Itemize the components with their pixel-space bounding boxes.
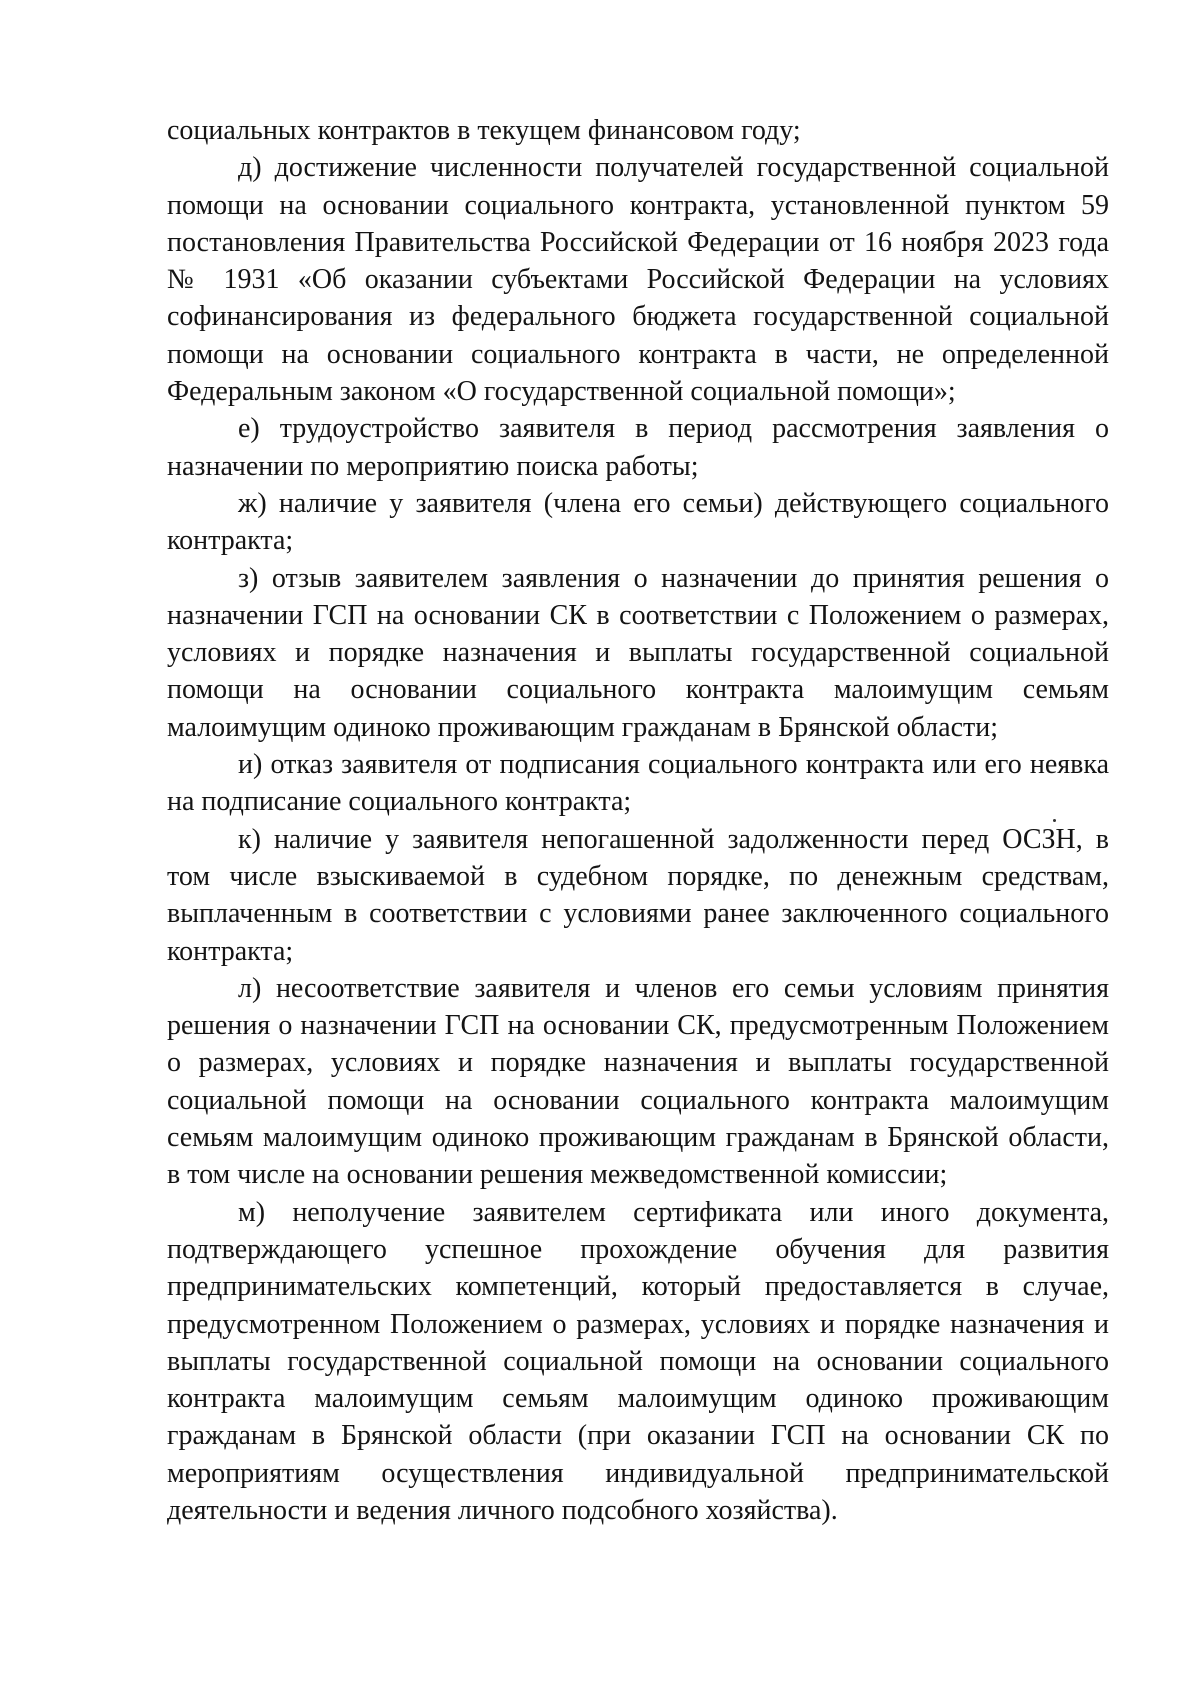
scan-speck (1053, 819, 1056, 822)
paragraph-item-e: е) трудоустройство заявителя в период рассмотрения заявления о назначении по мероприятию поиска работы; (167, 413, 1109, 482)
paragraph-item-m: м) неполучение заявителем сертификата или иного документа, подтверждающего успешное прохождение обучения для развития предпринимательских компетенций, который предоставляется в случае, предусмотренном Положением о размерах, условиях и порядке назначения и выплаты государственной социальной помощи на основании социального контракта малоимущим семьям малоимущим одиноко проживающим гражданам в Брянской области (при оказании ГСП на основании СК по мероприятиям осуществления индивидуальной предпринимательской деятельности и ведения личного подсобного хозяйства). (167, 1196, 1109, 1526)
paragraph-item-l: л) несоответствие заявителя и членов его семьи условиям принятия решения о назначении ГСП на основании СК, предусмотренным Положением о размерах, условиях и порядке назначения и выплаты государственной социальной помощи на основании социального контракта малоимущим семьям малоимущим одиноко проживающим гражданам в Брянской области, в том числе на основании решения межведомственной комиссии; (167, 972, 1109, 1191)
paragraph-item-z: з) отзыв заявителем заявления о назначении до принятия решения о назначении ГСП на основании СК в соответствии с Положением о размерах, условиях и порядке назначения и выплаты государственной социальной помощи на основании социального контракта малоимущим семьям малоимущим одиноко проживающим гражданам в Брянской области; (167, 562, 1109, 743)
paragraph-continuation: социальных контрактов в текущем финансовом году; (167, 115, 801, 146)
document-body (167, 112, 1109, 1529)
paragraph-item-k: к) наличие у заявителя непогашенной задолженности перед ОСЗН, в том числе взыскиваемой в судебном порядке, по денежным средствам, выплаченным в соответствии с условиями ранее заключенного социального контракта; (167, 823, 1109, 967)
paragraph-item-zh: ж) наличие у заявителя (члена его семьи) действующего социального контракта; (167, 487, 1109, 557)
paragraph-item-i: и) отказ заявителя от подписания социального контракта или его неявка на подписание социального контракта; (167, 749, 1109, 818)
paragraph-item-d: д) достижение численности получателей государственной социальной помощи на основании социального контракта, установленной пунктом 59 постановления Правительства Российской Федерации от 16 ноября 2023 года № 1931 «Об оказании субъектами Российской Федерации на условиях софинансирования из федерального бюджета государственной социальной помощи на основании социального контракта в части, не определенной Федеральным законом «О государственной социальной помощи»; (167, 152, 1109, 408)
